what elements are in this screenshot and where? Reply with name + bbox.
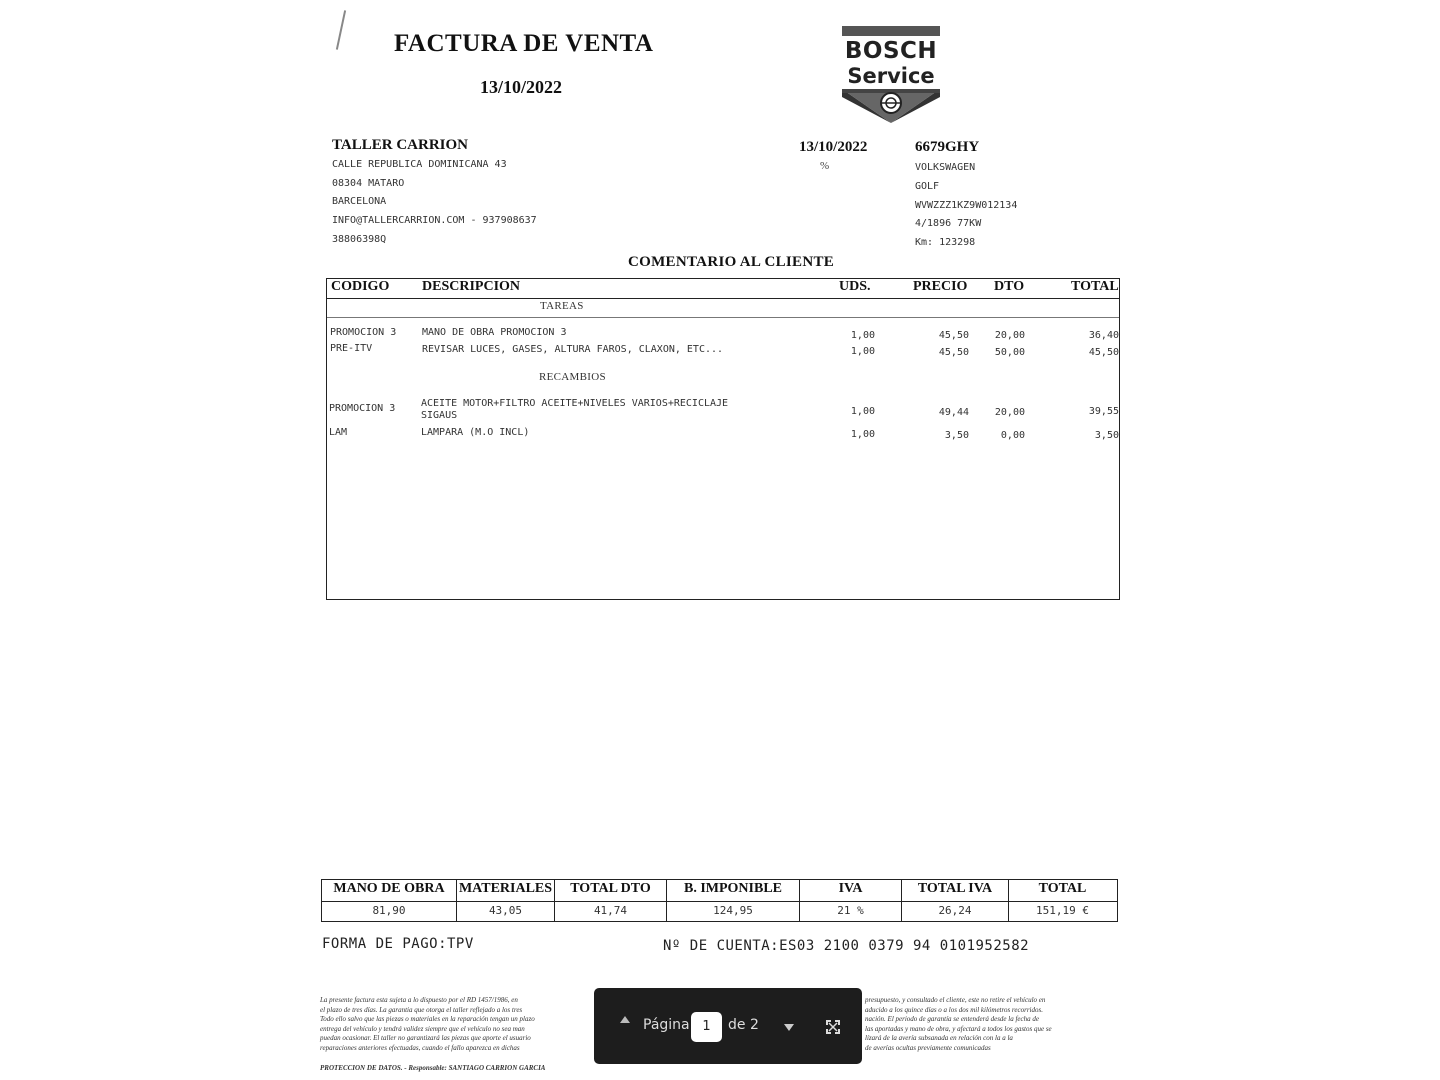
cell-total: 45,50 — [1088, 347, 1119, 358]
cell-codigo: LAM — [329, 427, 348, 438]
cell-precio: 45,50 — [938, 347, 969, 358]
vehicle-date: 13/10/2022 — [799, 139, 868, 155]
cell-dto: 20,00 — [994, 330, 1025, 341]
header-total: TOTAL — [1071, 279, 1119, 294]
cell-total: 39,55 — [1088, 406, 1119, 417]
summary-value: 43,05 — [488, 904, 523, 917]
cell-dto: 0,00 — [1000, 430, 1025, 441]
summary-materiales — [457, 880, 555, 921]
legal-left — [320, 996, 535, 1053]
section-recambios: RECAMBIOS — [539, 371, 606, 383]
bank-account: Nº DE CUENTA:ES03 2100 0379 94 0101952582 — [663, 938, 1030, 954]
legal-line: La presente factura esta sujeta a lo dispuesto por el RD 1457/1986, en — [320, 996, 518, 1004]
vehicle-vin: WVWZZZ1KZ9W012134 — [915, 200, 1018, 211]
header-uds: UDS. — [839, 279, 871, 294]
summary-total-dto — [555, 880, 667, 921]
summary-total — [1009, 880, 1116, 921]
cell-codigo: PRE-ITV — [330, 343, 373, 354]
legal-line: lízará de la avería subsanada en relación con la a la — [865, 1034, 1013, 1042]
summary-value: 41,74 — [593, 904, 628, 917]
cell-uds: 1,00 — [850, 346, 875, 357]
items-table-header — [327, 279, 1119, 299]
company-nif: 38806398Q — [332, 234, 387, 245]
legal-line: aducido a los quince días o a los dos mil kilómetros recorridos. — [865, 1005, 1043, 1014]
summary-label: TOTAL DTO — [570, 881, 651, 896]
summary-label: TOTAL — [1038, 881, 1087, 896]
cell-dto: 50,00 — [994, 347, 1025, 358]
logo-service-text: Service — [847, 64, 935, 88]
cell-descripcion-cont: SIGAUS — [421, 410, 458, 421]
cell-dto: 20,00 — [994, 407, 1025, 418]
cell-uds: 1,00 — [850, 429, 875, 440]
legal-line: reparaciones anteriores efectuadas, cuando el fallo aparezca en dichas — [320, 1043, 520, 1052]
header-codigo: CODIGO — [331, 279, 390, 294]
cell-uds: 1,00 — [850, 330, 875, 341]
legal-line: presupuesto, y consultado el cliente, este no retire el vehículo en — [865, 996, 1046, 1004]
logo-top-bar — [842, 26, 940, 36]
summary-mano-de-obra — [322, 880, 457, 921]
cell-uds: 1,00 — [850, 406, 875, 417]
page-number-input[interactable]: 1 — [691, 1012, 722, 1042]
previous-page-icon[interactable] — [620, 1016, 630, 1023]
cell-precio: 45,50 — [938, 330, 969, 341]
summary-label: MATERIALES — [458, 881, 553, 896]
legal-line: el plazo de tres días. La garantia que otorga el taller reflejado a los tres — [320, 1005, 523, 1014]
company-province: BARCELONA — [332, 196, 387, 207]
items-table — [326, 278, 1120, 600]
summary-table — [321, 879, 1118, 922]
payment-method: FORMA DE PAGO:TPV — [322, 936, 474, 952]
summary-base-imponible — [667, 880, 800, 921]
header-precio: PRECIO — [913, 279, 968, 294]
next-page-icon[interactable] — [784, 1024, 794, 1031]
cell-precio: 49,44 — [938, 407, 969, 418]
company-name: TALLER CARRION — [332, 137, 468, 153]
summary-label: MANO DE OBRA — [333, 881, 445, 896]
summary-label: IVA — [838, 881, 863, 896]
logo-brand-text: BOSCH — [844, 38, 938, 64]
company-postal: 08304 MATARO — [332, 178, 405, 189]
cell-descripcion: REVISAR LUCES, GASES, ALTURA FAROS, CLAXON, ETC... — [422, 344, 724, 355]
legal-line: puedan ocasionar. El taller no garantizará las piezas que aporte el usuario — [320, 1034, 531, 1042]
company-contact: INFO@TALLERCARRION.COM - 937908637 — [332, 215, 537, 226]
comment-heading: COMENTARIO AL CLIENTE — [628, 254, 835, 270]
section-tareas: TAREAS — [540, 300, 584, 312]
bosch-service-logo — [842, 26, 940, 123]
summary-value: 81,90 — [372, 904, 406, 917]
summary-label: TOTAL IVA — [917, 881, 993, 896]
cell-descripcion: MANO DE OBRA PROMOCION 3 — [422, 327, 567, 338]
cell-precio: 3,50 — [944, 430, 969, 441]
summary-value: 21 % — [837, 904, 864, 917]
invoice-date: 13/10/2022 — [480, 77, 563, 97]
vehicle-make: VOLKSWAGEN — [915, 162, 976, 173]
header-descripcion: DESCRIPCION — [422, 279, 521, 294]
summary-label: B. IMPONIBLE — [683, 881, 782, 896]
vehicle-mark: % — [820, 160, 830, 172]
legal-line: Todo ello salvo que las piezas o materiales en la reparación tengan un plazo — [320, 1015, 535, 1023]
cell-total: 36,40 — [1088, 330, 1119, 341]
summary-value: 124,95 — [713, 904, 753, 917]
bosch-emblem-icon — [842, 89, 940, 123]
legal-line: las aportadas y mano de obra, y afectará a todos los gastos que se — [865, 1024, 1052, 1033]
company-address: CALLE REPUBLICA DOMINICANA 43 — [332, 159, 507, 170]
page-count: de 2 — [728, 1017, 759, 1033]
cell-descripcion: ACEITE MOTOR+FILTRO ACEITE+NIVELES VARIOS+RECICLAJE — [421, 398, 729, 409]
pdf-page-toolbar — [594, 988, 862, 1064]
vehicle-km: Km: 123298 — [915, 237, 976, 248]
summary-value: 151,19 € — [1036, 904, 1089, 917]
cell-descripcion: LAMPARA (M.O INCL) — [421, 427, 530, 438]
data-protection-line: PROTECCION DE DATOS. - Responsable: SANTIAGO CARRION GARCIA — [320, 1064, 546, 1072]
summary-total-iva — [902, 880, 1009, 921]
cell-codigo: PROMOCION 3 — [330, 327, 397, 338]
legal-line: entrega del vehículo y tendrá validez siempre que el vehículo no sea man — [320, 1024, 525, 1033]
vehicle-model: GOLF — [915, 181, 940, 192]
invoice-title: FACTURA DE VENTA — [394, 30, 654, 57]
fullscreen-icon[interactable] — [826, 1020, 840, 1034]
cell-codigo: PROMOCION 3 — [329, 403, 396, 414]
header-dto: DTO — [994, 279, 1025, 294]
page-label: Página — [643, 1017, 690, 1033]
summary-iva — [800, 880, 902, 921]
legal-right — [865, 996, 1052, 1053]
vehicle-plate: 6679GHY — [915, 139, 980, 155]
legal-line: nación. El periodo de garantía se entenderá desde la fecha de — [865, 1015, 1039, 1023]
section-divider — [327, 317, 1119, 318]
legal-line: de averías ocultas previamente comunicadas — [865, 1043, 991, 1052]
scan-mark — [336, 10, 346, 50]
vehicle-engine: 4/1896 77KW — [915, 218, 982, 229]
cell-total: 3,50 — [1094, 430, 1119, 441]
summary-value: 26,24 — [938, 904, 972, 917]
